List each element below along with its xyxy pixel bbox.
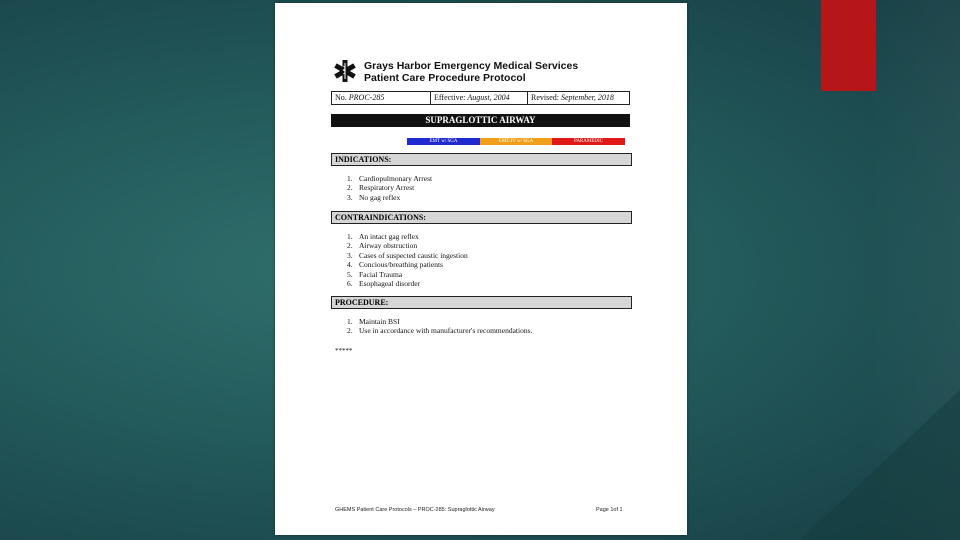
procedure-heading: PROCEDURE: <box>331 296 632 309</box>
contraindications-list <box>347 232 468 288</box>
background-triangle <box>800 390 960 540</box>
level-emt: EMT w/ SGA <box>407 138 480 145</box>
list-item: 3. No gag reflex <box>347 192 401 202</box>
accent-bar <box>821 0 876 91</box>
end-mark: ***** <box>335 347 353 355</box>
contraindications-heading: CONTRAINDICATIONS: <box>331 211 632 224</box>
procedure-list <box>347 317 532 336</box>
revised-label: Revised: <box>531 93 559 102</box>
protocol-info-row <box>331 91 630 105</box>
level-emt-iv: EMT-IV w/ SGA <box>480 138 552 145</box>
org-title <box>364 60 578 84</box>
list-item: 6. Esophageal disorder <box>347 279 421 289</box>
org-name: Grays Harbor Emergency Medical Services <box>364 60 579 72</box>
revised-value: September, 2018 <box>561 93 614 102</box>
list-item: 2. Airway obstruction <box>347 241 418 251</box>
page-number: Page 1of 1 <box>596 507 623 513</box>
protocol-type: Patient Care Procedure Protocol <box>364 72 526 84</box>
list-item: 3. Cases of suspected caustic ingestion <box>347 250 468 260</box>
list-item: 1. Maintain BSI <box>347 317 400 326</box>
provider-levels <box>407 138 625 145</box>
list-item: 2. Respiratory Arrest <box>347 183 415 193</box>
list-item: 2. Use in accordance with manufacturer's recommendations. <box>347 326 533 336</box>
list-item: 1. Cardiopulmonary Arrest <box>347 174 433 183</box>
indications-heading: INDICATIONS: <box>331 153 632 166</box>
effective-value: August, 2004 <box>467 93 510 102</box>
effective-label: Effective: <box>434 93 466 102</box>
indications-list <box>347 174 432 202</box>
star-of-life-icon <box>333 59 357 83</box>
list-item: 1. An intact gag reflex <box>347 232 419 241</box>
revised-date <box>528 92 617 104</box>
number-value: PROC-285 <box>348 93 385 102</box>
protocol-title: SUPRAGLOTTIC AIRWAY <box>331 114 630 127</box>
number-label: No. <box>335 93 347 102</box>
list-item: 5. Facial Trauma <box>347 269 403 279</box>
level-paramedic: PARAMEDIC <box>552 138 625 145</box>
effective-date <box>431 92 528 104</box>
document-page <box>275 3 687 535</box>
page-footer-title: GHEMS Patient Care Protocols – PROC-285: Supraglottic Airway <box>335 507 495 513</box>
list-item: 4. Concious/breathing patients <box>347 260 443 270</box>
protocol-number <box>332 92 431 104</box>
